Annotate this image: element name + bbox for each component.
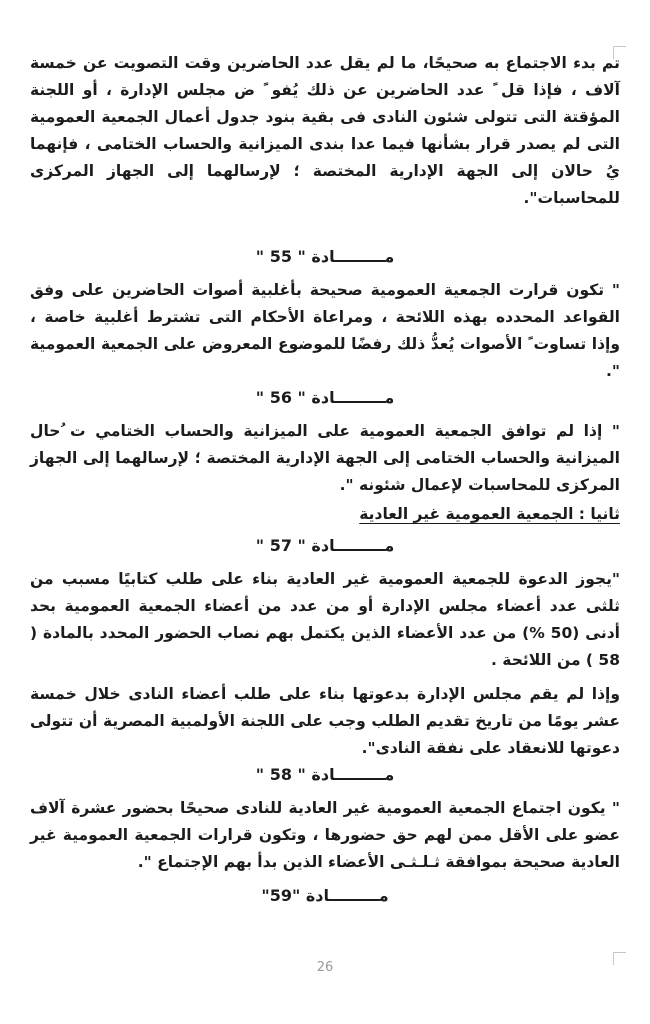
article-56-text: " إذا لم توافق الجمعية العمومية على الميزانية والحساب الختامي ت ُحال الميزانية والحساب الختامى إلى الجهة الإدارية المختصة ؛ لإرسالهما إلى الجهاز المركزى للمحاسبات لإعمال شئونه ".: [30, 422, 620, 494]
article-55-text: " تكون قرارت الجمعية العمومية صحيحة بأغلبية أصوات الحاضرين على وفق القواعد المحدده بهذه اللائحة ، ومراعاة الأحكام التى تشترط أغلبية خاصة ، وإذا تساوت ً الأصوات يُعدُّ ذلك رفضًا للموضوع المعروض على الجمعية العمومية ".: [30, 281, 620, 380]
intro-paragraph: تم بدء الاجتماع به صحيحًا، ما لم يقل عدد الحاضرين وقت التصويت عن خمسة آلاف ، فإذا قل ً عدد الحاضرين عن ذلك يُفو ً ض مجلس الإدارة ، أو اللجنة المؤقتة التى تتولى شئون النادى فى بقية بنود جدول أعمال الجمعية العمومية التى لم يصدر قرار بشأنها فيما عدا بندى الميزانية والحساب الختامى ، فإنهما يُ حالان إلى الجهة الإدارية المختصة ؛ لإرسالهما إلى الجهاز المركزى للمحاسبات".: [30, 54, 620, 207]
document-page: [30, 50, 620, 909]
article-55-heading: مـــــــــادة " 55 ": [255, 247, 395, 266]
article-57-text-1: "يجوز الدعوة للجمعية العمومية غير العادية بناء على طلب كتابيًا مسبب من ثلثى عدد أعضاء مجلس الإدارة أو من عدد من أعضاء الجمعية العمومية بحد أدنى (50 %) من عدد الأعضاء الذين يكتمل بهم نصاب الحضور المحدد بالمادة ( 58 ) من اللائحة .: [30, 570, 620, 669]
article-57-heading: مـــــــــادة " 57 ": [255, 536, 395, 555]
article-58-heading: مـــــــــادة " 58 ": [255, 765, 395, 784]
article-56-heading: مـــــــــادة " 56 ": [255, 388, 395, 407]
section-heading: ثانيا : الجمعية العمومية غير العادية: [359, 505, 620, 523]
article-58-text: " يكون اجتماع الجمعية العمومية غير العادية للنادى صحيحًا بحضور عشرة آلاف عضو على الأقل ممن لهم حق حضورها ، وتكون قرارات الجمعية العمومية غير العادية صحيحة بموافقة ثـلـثـى الأعضاء الذين بدأ بهم الإجتماع ".: [30, 799, 620, 871]
page-number: 26: [316, 960, 334, 975]
article-57-text-2: وإذا لم يقم مجلس الإدارة بدعوتها بناء على طلب أعضاء النادى خلال خمسة عشر يومًا من تاريخ تقديم الطلب وجب على اللجنة الأولمبية المصرية أن تتولى دعوتها للانعقاد على نفقة النادى".: [30, 685, 620, 757]
article-59-heading: مـــــــــادة "59": [261, 886, 389, 905]
